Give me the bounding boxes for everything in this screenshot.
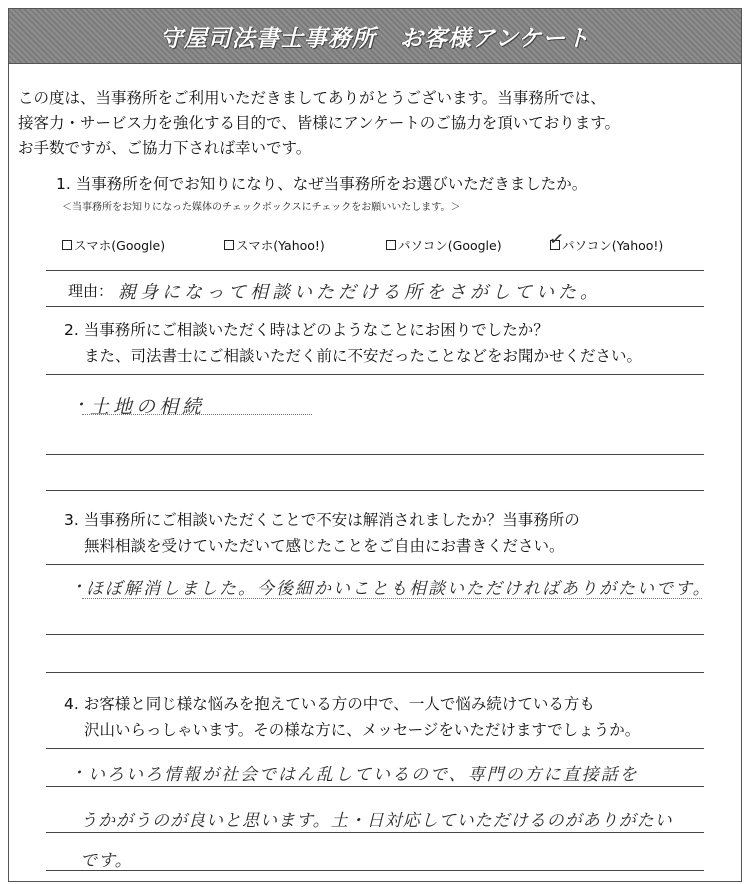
question-4-answer-line-2: うかがうのが良いと思います。土・日対応していただけるのがありがたい [80, 811, 673, 831]
option-smartphone-yahoo[interactable] [224, 236, 325, 254]
question-3-line-1: 3. 当事務所にご相談いただくことで不安は解消されましたか？当事務所の [64, 511, 580, 529]
intro-line: 接客力・サービス力を強化する目的で、皆様にアンケートのご協力を頂いております。 [18, 114, 621, 132]
checkbox-checked[interactable] [547, 228, 566, 251]
question-4-line-1: 4. お客様と同じ様な悩みを抱えている方の中で、一人で悩み続けている方も [64, 695, 595, 713]
question-4-answer-line-3: です。 [80, 851, 133, 871]
checkbox[interactable] [62, 240, 72, 250]
dotted-underline [82, 414, 312, 415]
divider [46, 374, 704, 375]
option-label: スマホ(Yahoo!) [236, 238, 325, 253]
divider [46, 786, 704, 787]
question-2-line-1: 2. 当事務所にご相談いただく時はどのようなことにお困りでしたか？ [64, 321, 549, 339]
question-4-answer-line-1: いろいろ情報が社会ではん乱しているので、専門の方に直接話を [88, 765, 639, 785]
option-pc-yahoo[interactable] [547, 228, 664, 254]
divider [46, 306, 704, 307]
reason-answer: 親身になって相談いただける所をさがしていた。 [118, 282, 602, 303]
media-options [62, 228, 702, 256]
checkbox[interactable] [386, 240, 396, 250]
answer-bullet: ・ [70, 763, 91, 782]
option-label: パソコン(Yahoo!) [562, 238, 664, 253]
question-3-answer: ほぼ解消しました。今後細かいことも相談いただければありがたいです。 [86, 579, 712, 599]
question-2-answer: 土地の相続 [90, 396, 206, 418]
title-banner [9, 9, 741, 64]
intro-line: この度は、当事務所をご利用いただきましてありがとうございます。当事務所では、 [18, 89, 606, 107]
divider [46, 832, 704, 833]
divider [46, 490, 704, 491]
checkmark-icon: ✓ [547, 228, 566, 251]
checkbox[interactable] [224, 240, 234, 250]
divider [46, 748, 704, 749]
divider [46, 870, 704, 871]
divider [46, 634, 704, 635]
reason-label: 理由： [68, 282, 114, 300]
intro-text [18, 86, 724, 161]
option-pc-google[interactable] [386, 236, 502, 254]
question-1-note: ＜当事務所をお知りになった媒体のチェックボックスにチェックをお願いいたします。＞ [62, 202, 461, 213]
dotted-underline [82, 598, 702, 599]
option-label: スマホ(Google) [74, 238, 166, 253]
divider [46, 454, 704, 455]
question-4-line-2: 沢山いらっしゃいます。その様な方に、メッセージをいただけますでしょうか。 [84, 721, 641, 739]
option-label: パソコン(Google) [398, 238, 502, 253]
answer-bullet: ・ [70, 577, 91, 596]
option-smartphone-google[interactable] [62, 236, 165, 254]
question-2-line-2: また、司法書士にご相談いただく前に不安だったことなどをお聞かせください。 [84, 347, 643, 365]
intro-line: お手数ですが、ご協力下されば幸いです。 [18, 139, 312, 157]
question-3-line-2: 無料相談を受けていただいて感じたことをご自由にお書きください。 [84, 537, 565, 555]
survey-title: 守屋司法書士事務所 お客様アンケート [159, 25, 591, 52]
divider [46, 270, 704, 271]
question-1: 1. 当事務所を何でお知りになり、なぜ当事務所をお選びいただきましたか。 [56, 175, 588, 193]
answer-bullet: ・ [72, 395, 93, 414]
divider [46, 672, 704, 673]
divider [46, 564, 704, 565]
